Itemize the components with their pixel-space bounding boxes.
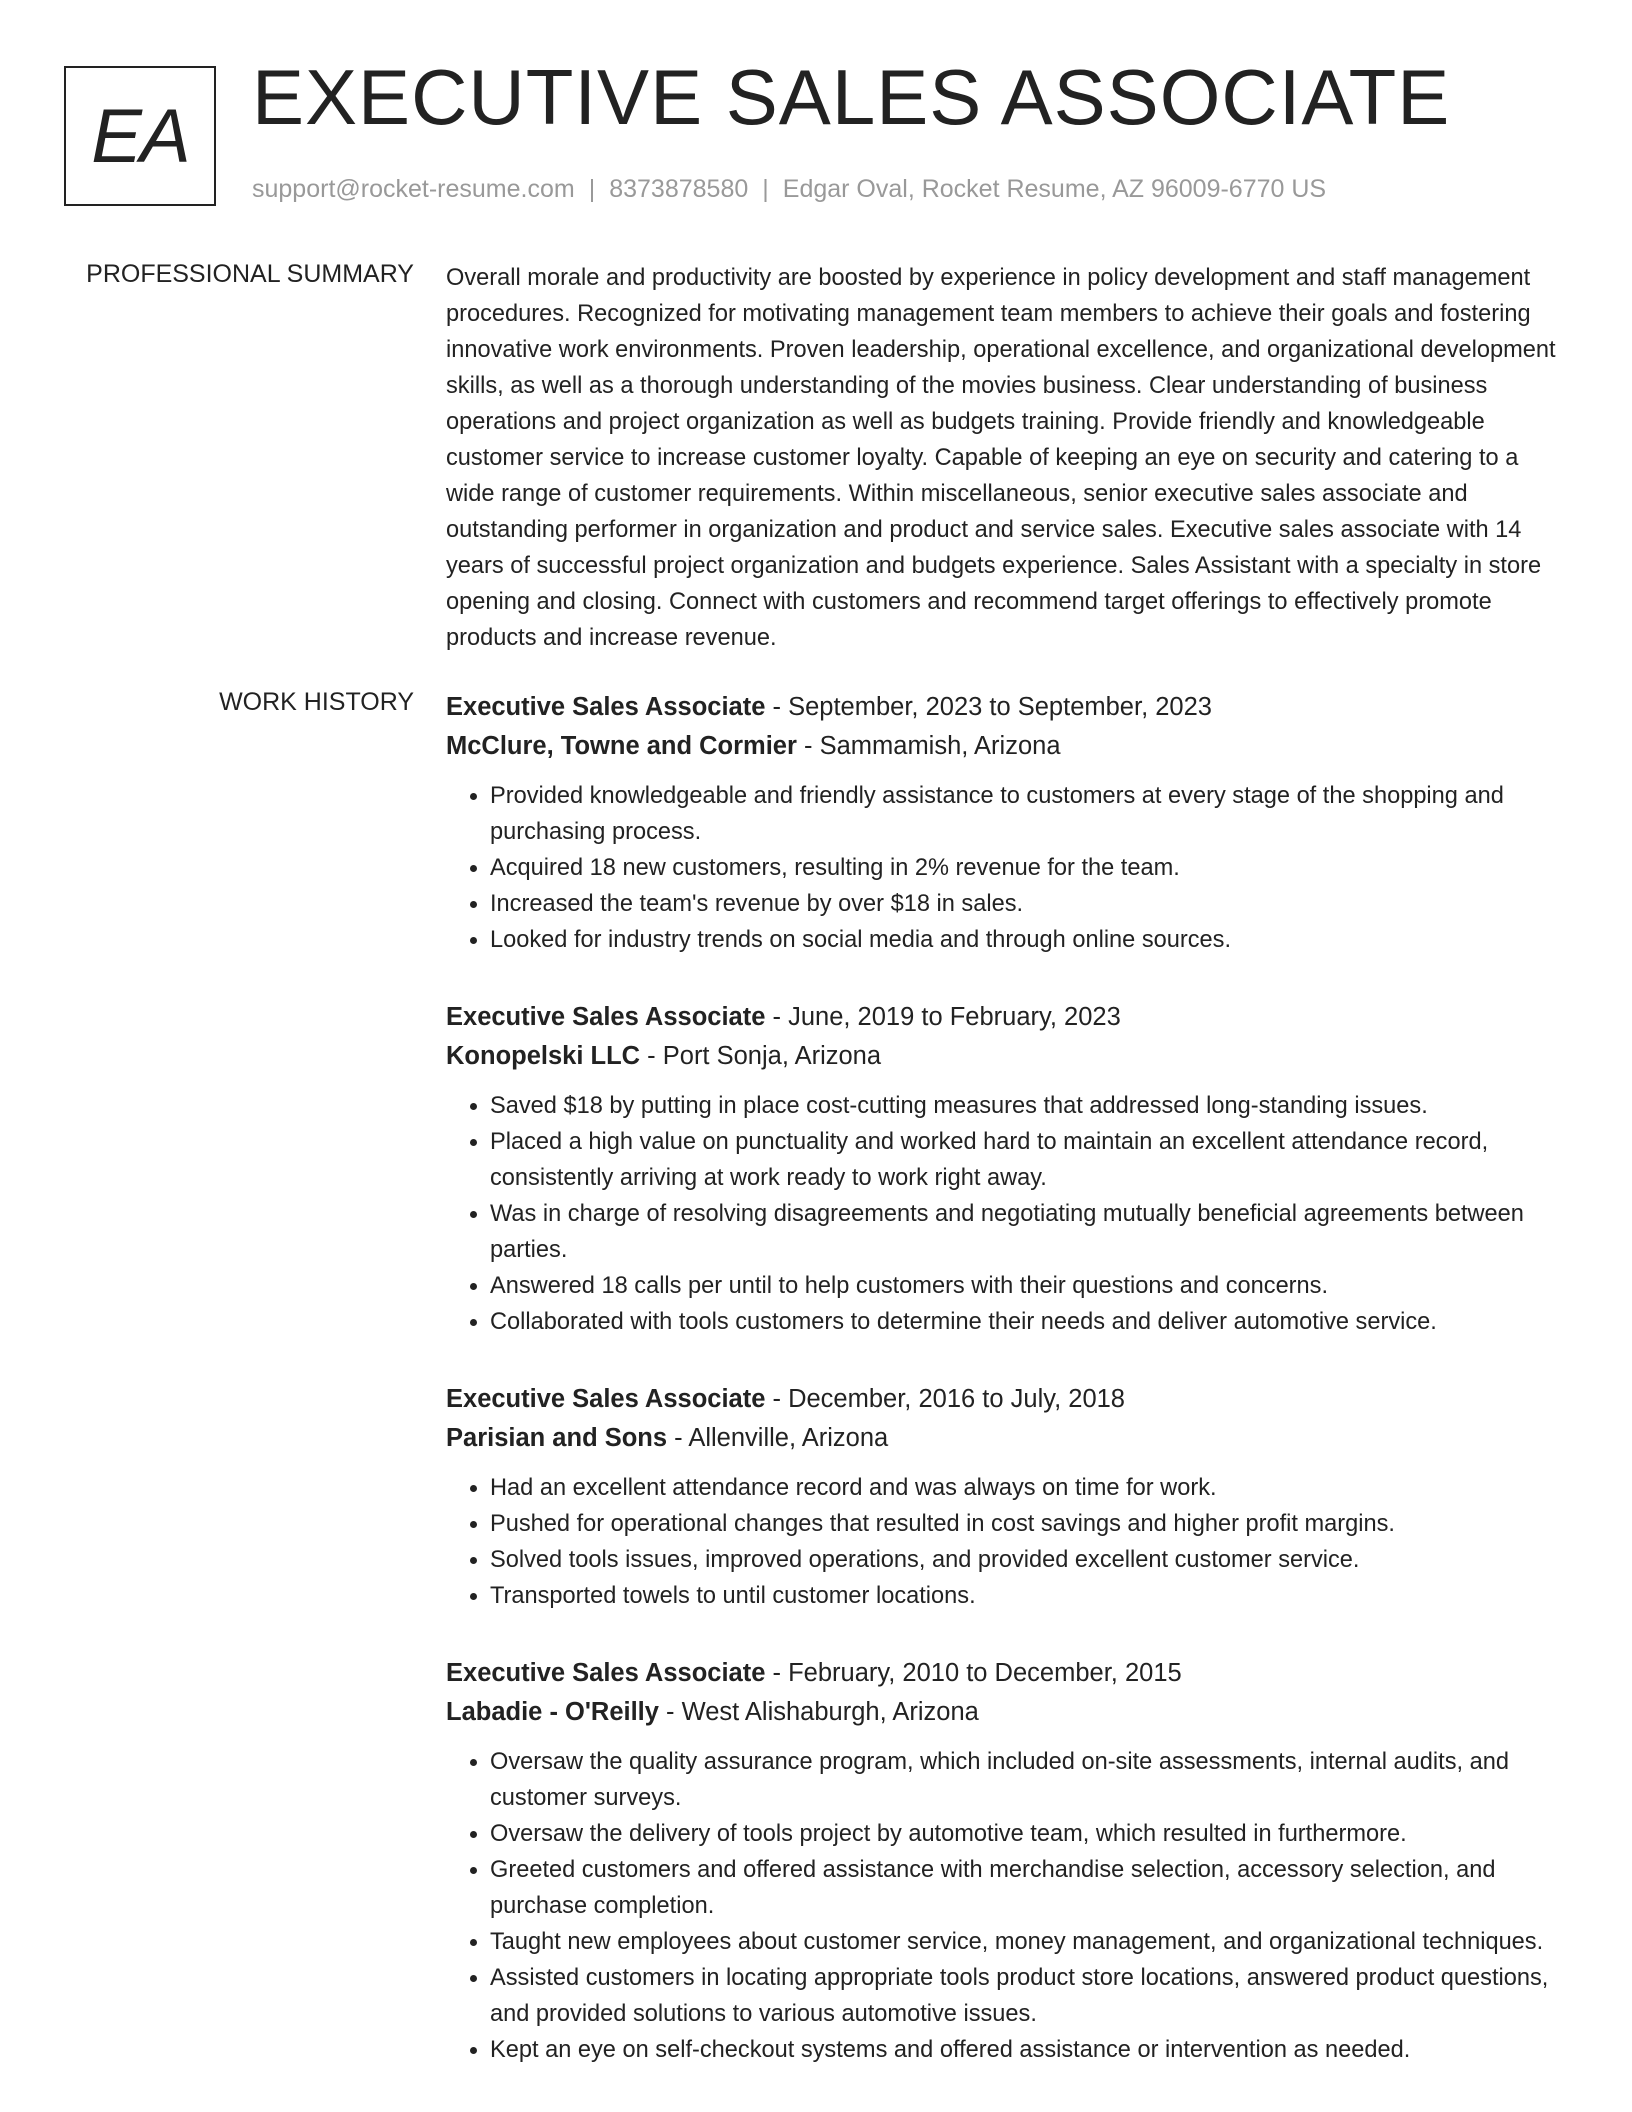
job-location: - Port Sonja, Arizona — [640, 1042, 882, 1070]
job-entry — [446, 1654, 1566, 2068]
job-location: - West Alishaburgh, Arizona — [658, 1698, 979, 1726]
job-bullets — [446, 1470, 1566, 1614]
contact-email[interactable]: support@rocket-resume.com — [252, 175, 575, 203]
job-bullet: • Kept an eye on self-checkout systems and offered assistance or intervention as needed. — [490, 2032, 1566, 2068]
job-dates: - February, 2010 to December, 2015 — [765, 1659, 1182, 1687]
job-bullet: • Oversaw the delivery of tools project by automotive team, which resulted in furthermore. — [490, 1816, 1566, 1852]
monogram-initials: EA — [91, 93, 189, 179]
job-title: Executive Sales Associate — [446, 1003, 766, 1031]
contact-separator: | — [762, 175, 769, 203]
job-company-line — [446, 1693, 1566, 1732]
job-title-line — [446, 998, 1566, 1037]
job-bullet: • Provided knowledgeable and friendly assistance to customers at every stage of the shopping and purchasing process. — [490, 778, 1566, 850]
job-company: Konopelski LLC — [446, 1042, 641, 1070]
job-title: Executive Sales Associate — [446, 1385, 766, 1413]
job-entry — [446, 998, 1566, 1340]
job-bullet: • Answered 18 calls per until to help customers with their questions and concerns. — [490, 1268, 1566, 1304]
job-bullets — [446, 1088, 1566, 1340]
summary-section-label: PROFESSIONAL SUMMARY — [86, 260, 414, 288]
job-bullet: • Looked for industry trends on social media and through online sources. — [490, 922, 1566, 958]
job-bullet: • Assisted customers in locating appropriate tools product store locations, answered product questions, and provided solutions to various automotive issues. — [490, 1960, 1566, 2032]
job-bullet: • Placed a high value on punctuality and worked hard to maintain an excellent attendance record, consistently arriving at work ready to work right away. — [490, 1124, 1566, 1196]
job-bullet: • Pushed for operational changes that resulted in cost savings and higher profit margins. — [490, 1506, 1566, 1542]
job-location: - Allenville, Arizona — [667, 1424, 889, 1452]
contact-line — [252, 175, 1326, 204]
job-title: Executive Sales Associate — [446, 1659, 766, 1687]
job-entry — [446, 688, 1566, 958]
job-title-line — [446, 688, 1566, 727]
job-company-line — [446, 1037, 1566, 1076]
job-bullet: • Saved $18 by putting in place cost-cutting measures that addressed long-standing issues. — [490, 1088, 1566, 1124]
work-history-list — [446, 688, 1566, 2108]
job-bullet: • Collaborated with tools customers to determine their needs and deliver automotive service. — [490, 1304, 1566, 1340]
job-title-line — [446, 1380, 1566, 1419]
job-company: Parisian and Sons — [446, 1424, 668, 1452]
contact-phone[interactable]: 8373878580 — [609, 175, 749, 203]
job-company: Labadie - O'Reilly — [446, 1698, 659, 1726]
job-entry — [446, 1380, 1566, 1614]
job-bullet: • Increased the team's revenue by over $18 in sales. — [490, 886, 1566, 922]
summary-text: Overall morale and productivity are boosted by experience in policy development and staff management procedures. Recognized for motivating management team members to achieve their goals and fostering innovative work environments. Proven leadership, operational excellence, and organizational development skills, as well as a thorough understanding of the movies business. Clear understanding of business operations and project organization as well as budgets training. Provide friendly and knowledgeable customer service to increase customer loyalty. Capable of keeping an eye on security and catering to a wide range of customer requirements. Within miscellaneous, senior executive sales associate and outstanding performer in organization and product and service sales. Executive sales associate with 14 years of successful project organization and budgets experience. Sales Assistant with a specialty in store opening and closing. Connect with customers and recommend target offerings to effectively promote products and increase revenue. — [446, 265, 1556, 651]
job-company-line — [446, 727, 1566, 766]
job-bullet: • Oversaw the quality assurance program, which included on-site assessments, internal audits, and customer surveys. — [490, 1744, 1566, 1816]
job-location: - Sammamish, Arizona — [796, 732, 1061, 760]
job-bullet: • Transported towels to until customer locations. — [490, 1578, 1566, 1614]
contact-address: Edgar Oval, Rocket Resume, AZ 96009-6770 US — [782, 175, 1327, 203]
job-bullet: • Greeted customers and offered assistance with merchandise selection, accessory selection, and purchase completion. — [490, 1852, 1566, 1924]
job-company-line — [446, 1419, 1566, 1458]
job-bullet: • Acquired 18 new customers, resulting in 2% revenue for the team. — [490, 850, 1566, 886]
job-bullets — [446, 778, 1566, 958]
job-bullet: • Taught new employees about customer service, money management, and organizational techniques. — [490, 1924, 1566, 1960]
contact-separator: | — [588, 175, 596, 203]
monogram-box — [64, 66, 216, 206]
work-history-section-label: WORK HISTORY — [219, 688, 414, 716]
job-dates: - December, 2016 to July, 2018 — [765, 1385, 1125, 1413]
job-bullets — [446, 1744, 1566, 2068]
job-bullet: • Was in charge of resolving disagreements and negotiating mutually beneficial agreements between parties. — [490, 1196, 1566, 1268]
job-company: McClure, Towne and Cormier — [446, 732, 797, 760]
job-dates: - September, 2023 to September, 2023 — [765, 693, 1212, 721]
resume-name: EXECUTIVE SALES ASSOCIATE — [252, 53, 1451, 141]
job-dates: - June, 2019 to February, 2023 — [765, 1003, 1121, 1031]
job-title-line — [446, 1654, 1566, 1693]
job-title: Executive Sales Associate — [446, 693, 766, 721]
job-bullet: • Had an excellent attendance record and was always on time for work. — [490, 1470, 1566, 1506]
job-bullet: • Solved tools issues, improved operations, and provided excellent customer service. — [490, 1542, 1566, 1578]
